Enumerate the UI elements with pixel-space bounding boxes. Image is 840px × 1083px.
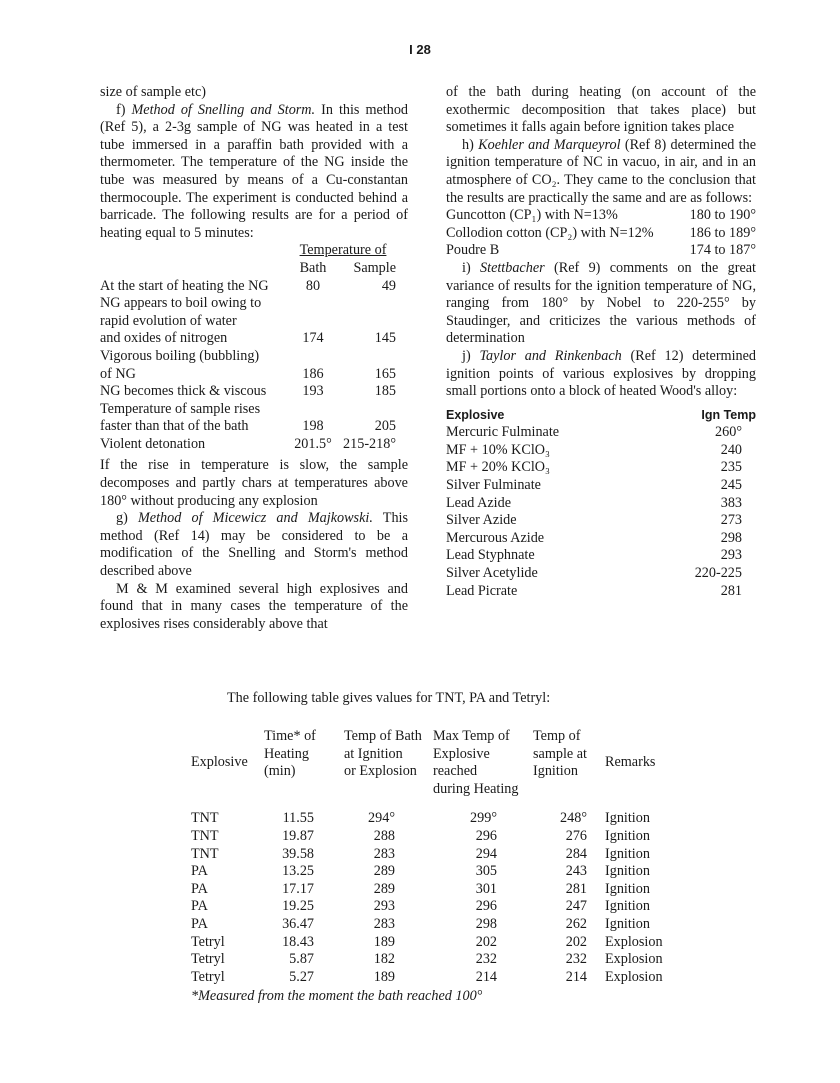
ign-explosive: Silver Acetylide xyxy=(446,565,538,582)
left-column xyxy=(100,84,408,633)
paragraph-method-j xyxy=(446,348,756,401)
ign-table-row xyxy=(446,424,756,442)
bt-cell-max: 298 xyxy=(475,915,497,932)
bt-header-remarks: Remarks xyxy=(605,754,656,771)
ng-table-row xyxy=(100,436,396,454)
ign-explosive: MF + 10% KClO₃ xyxy=(446,441,550,458)
bt-cell-explosive: TNT xyxy=(191,827,219,844)
bt-cell-explosive: Tetryl xyxy=(191,968,225,985)
method-f-label: f) xyxy=(116,101,132,118)
bt-cell-sample: 243 xyxy=(565,863,587,880)
bottom-table-intro: The following table gives values for TNT, PA and Tetryl: xyxy=(227,690,551,706)
bt-cell-bath: 283 xyxy=(373,915,395,932)
method-i-title: Stettbacher xyxy=(480,259,545,276)
bt-header-line: Temp of Bath xyxy=(344,728,422,744)
paragraph-method-i xyxy=(446,260,756,348)
bt-cell-explosive: PA xyxy=(191,863,208,880)
bt-cell-remarks: Ignition xyxy=(605,863,650,880)
method-g-label: g) xyxy=(116,510,138,527)
paragraph-method-g xyxy=(100,510,408,580)
bt-header-line: Time* of xyxy=(264,728,316,744)
bt-cell-time: 36.47 xyxy=(282,915,314,932)
ng-row-label: At the start of heating the NG xyxy=(100,277,269,294)
ign-temp: 260° xyxy=(715,424,742,441)
ign-temp: 281 xyxy=(720,582,742,599)
ng-row-bath: 193 xyxy=(302,383,324,400)
ng-row-sample: 165 xyxy=(374,365,396,382)
bt-cell-bath: 283 xyxy=(373,845,395,862)
bt-cell-bath: 289 xyxy=(373,880,395,897)
bt-cell-remarks: Ignition xyxy=(605,827,650,844)
method-g-text: This method (Ref 14) may be considered to be a modification of the Snelling and Storm's method described above xyxy=(100,510,409,580)
bt-cell-max: 202 xyxy=(475,933,497,950)
ng-row-sample: 145 xyxy=(374,330,396,347)
bt-cell-remarks: Ignition xyxy=(605,845,650,862)
ng-row-label: Vigorous boiling (bubbling) xyxy=(100,347,260,364)
bt-cell-max: 232 xyxy=(475,951,497,968)
ng-table-row xyxy=(100,401,396,419)
paragraph-mm-examined: M & M examined several high explosives and found that in many cases the temperature of the explosives rises considerably above that xyxy=(100,580,408,632)
ign-temp: 245 xyxy=(720,477,742,494)
bt-table-row xyxy=(191,881,675,899)
ng-table-row xyxy=(100,383,396,401)
ign-header-temp: Ign Temp xyxy=(701,407,756,422)
method-h-title: Koehler and Marqueyrol xyxy=(478,136,621,153)
bt-header-max xyxy=(433,728,533,798)
right-column xyxy=(446,84,756,600)
bt-cell-explosive: Tetryl xyxy=(191,951,225,968)
bt-table-row xyxy=(191,810,675,828)
ign-temp: 240 xyxy=(720,441,742,458)
bt-cell-max: 214 xyxy=(475,968,497,985)
ng-row-sample xyxy=(336,313,396,331)
ng-row-label: rapid evolution of water xyxy=(100,312,237,329)
bt-cell-bath: 189 xyxy=(373,968,395,985)
ignition-temperature-table xyxy=(446,407,756,601)
bt-cell-bath: 289 xyxy=(373,863,395,880)
bt-cell-time: 13.25 xyxy=(282,863,314,880)
bt-cell-remarks: Ignition xyxy=(605,915,650,932)
page-number: I 28 xyxy=(409,42,431,57)
bt-header-line: during Heating xyxy=(433,780,519,797)
bt-header-line: reached xyxy=(433,763,478,780)
ng-table-row xyxy=(100,330,396,348)
ign-explosive: Lead Styphnate xyxy=(446,547,535,564)
ign-explosive: Silver Azide xyxy=(446,512,517,529)
bt-cell-sample: 214 xyxy=(565,968,587,985)
ng-row-sample: 205 xyxy=(374,418,396,435)
ign-explosive: Mercurous Azide xyxy=(446,529,545,546)
method-h-text: (Ref 8) determined the ignition temperature of NC in vacuo, in air, and in an atmosphere of CO₂. They came to the conclusion that the results are practically the same and are as follows: xyxy=(446,136,756,206)
ng-table-row xyxy=(100,366,396,384)
bt-cell-sample: 284 xyxy=(565,845,587,862)
ign-explosive: Lead Azide xyxy=(446,494,511,511)
ng-row-label: NG appears to boil owing to xyxy=(100,295,262,312)
ng-row-sample: 185 xyxy=(374,383,396,400)
bt-cell-time: 5.87 xyxy=(289,951,314,968)
ign-temp: 273 xyxy=(720,512,742,529)
bt-cell-time: 19.25 xyxy=(282,898,314,915)
ign-header-explosive: Explosive xyxy=(446,407,505,422)
nc-results-table xyxy=(446,207,756,260)
paragraph-method-f xyxy=(100,102,408,243)
ng-row-sample xyxy=(336,348,396,366)
bt-cell-explosive: PA xyxy=(191,880,208,897)
ign-table-row xyxy=(446,459,756,477)
ng-header-sample: Sample xyxy=(353,259,396,276)
ign-explosive: Silver Fulminate xyxy=(446,477,541,494)
bt-table-row xyxy=(191,951,675,969)
method-j-text: (Ref 12) determined ignition points of various explosives by dropping small portions onto a block of heated Wood's alloy: xyxy=(446,347,756,400)
bt-cell-remarks: Ignition xyxy=(605,898,650,915)
bt-header-line: at Ignition xyxy=(344,745,403,762)
ng-row-bath xyxy=(290,401,336,419)
bt-cell-max: 305 xyxy=(475,863,497,880)
ign-table-row xyxy=(446,442,756,460)
bt-cell-bath: 288 xyxy=(373,827,395,844)
bt-cell-remarks: Ignition xyxy=(605,810,650,827)
paragraph-slow-rise: If the rise in temperature is slow, the sample decomposes and partly chars at temperatures above 180° without producing any explosion xyxy=(100,457,408,509)
ng-row-bath: 186 xyxy=(302,365,324,382)
ign-temp: 293 xyxy=(720,547,742,564)
bt-header-line: Explosive xyxy=(433,745,490,762)
ign-explosive: MF + 20% KClO₃ xyxy=(446,459,550,476)
ng-table-row xyxy=(100,313,396,331)
bt-header-sample xyxy=(533,728,605,798)
bt-cell-explosive: PA xyxy=(191,898,208,915)
ign-temp: 235 xyxy=(720,459,742,476)
ng-row-label: and oxides of nitrogen xyxy=(100,330,228,347)
bt-table-row xyxy=(191,828,675,846)
ng-row-bath: 201.5° xyxy=(294,435,332,452)
bt-table-row xyxy=(191,863,675,881)
bt-cell-sample: 202 xyxy=(565,933,587,950)
ng-row-bath: 80 xyxy=(305,277,321,294)
ign-temp: 383 xyxy=(720,494,742,511)
bt-table-row xyxy=(191,898,675,916)
bt-header-line: Heating xyxy=(264,745,309,762)
bt-cell-bath: 293 xyxy=(373,898,395,915)
nc-result-name: Poudre B xyxy=(446,242,500,259)
bt-cell-remarks: Explosion xyxy=(605,933,663,950)
bt-cell-time: 19.87 xyxy=(282,827,314,844)
nc-result-row xyxy=(446,225,756,243)
bt-cell-sample: 281 xyxy=(565,880,587,897)
bt-cell-max: 301 xyxy=(475,880,497,897)
nc-result-value: 186 to 189° xyxy=(689,224,756,241)
ng-row-label: faster than that of the bath xyxy=(100,418,249,435)
nc-result-value: 174 to 187° xyxy=(689,242,756,259)
ign-table-row xyxy=(446,530,756,548)
ng-row-bath xyxy=(290,295,336,313)
ng-row-sample xyxy=(336,401,396,419)
method-j-label: j) xyxy=(462,347,480,364)
bt-cell-time: 17.17 xyxy=(282,880,314,897)
ng-row-label: of NG xyxy=(100,365,136,382)
bt-header-line: or Explosion xyxy=(344,763,417,780)
bt-header-time xyxy=(264,728,336,798)
bt-cell-sample: 232 xyxy=(565,951,587,968)
ng-row-bath xyxy=(290,348,336,366)
bt-table-row xyxy=(191,934,675,952)
ng-table-row xyxy=(100,295,396,313)
bt-cell-remarks: Explosion xyxy=(605,951,663,968)
ng-temperature-table xyxy=(100,242,396,453)
bt-table-row xyxy=(191,969,675,987)
ign-explosive: Lead Picrate xyxy=(446,582,518,599)
ng-header-temperature: Temperature of xyxy=(299,242,387,259)
method-g-title: Method of Micewicz and Majkowski. xyxy=(137,510,373,527)
bt-cell-max: 294 xyxy=(475,845,497,862)
ign-table-row xyxy=(446,547,756,565)
paragraph-size-of-sample: size of sample etc) xyxy=(100,84,206,100)
ign-explosive: Mercuric Fulminate xyxy=(446,424,560,441)
ng-table-row xyxy=(100,348,396,366)
ign-temp: 220-225 xyxy=(694,565,742,582)
bt-header-line: (min) xyxy=(264,763,296,780)
bt-cell-explosive: TNT xyxy=(191,810,219,827)
method-f-text: In this method (Ref 5), a 2-3g sample of NG was heated in a test tube immersed in a paraffin bath provided with a thermometer. The temperature of the NG inside the tube was measured by means of a Cu-constantan thermocouple. The experiment is conducted behind a barricade. The following results are for a period of heating equal to 5 minutes: xyxy=(100,101,409,241)
method-i-text: (Ref 9) comments on the great variance of results for the ignition temperature of NG, ranging from 180° by Nobel to 220-255° by Staudinger, and criticizes the various methods of determination xyxy=(446,259,757,347)
ign-table-row xyxy=(446,495,756,513)
nc-result-value: 180 to 190° xyxy=(689,207,756,224)
bt-cell-sample: 276 xyxy=(565,827,587,844)
bt-cell-sample: 248° xyxy=(560,810,587,827)
bt-cell-explosive: PA xyxy=(191,915,208,932)
ng-row-label: Temperature of sample rises xyxy=(100,400,261,417)
nc-result-row xyxy=(446,242,756,260)
ign-table-row xyxy=(446,583,756,601)
nc-result-row xyxy=(446,207,756,225)
ign-table-row xyxy=(446,477,756,495)
bt-cell-max: 296 xyxy=(475,827,497,844)
bt-header-bath xyxy=(336,728,433,798)
bt-cell-sample: 262 xyxy=(565,915,587,932)
method-f-title: Method of Snelling and Storm. xyxy=(131,101,316,118)
bt-header-line: Ignition xyxy=(533,763,578,780)
bt-cell-time: 18.43 xyxy=(282,933,314,950)
bt-cell-max: 299° xyxy=(470,810,497,827)
ng-header-bath: Bath xyxy=(299,259,327,276)
bt-cell-bath: 182 xyxy=(373,951,395,968)
ng-row-bath xyxy=(290,313,336,331)
bt-cell-remarks: Explosion xyxy=(605,968,663,985)
ng-row-bath: 174 xyxy=(302,330,324,347)
footnote: *Measured from the moment the bath reached 100° xyxy=(191,988,483,1004)
bt-table-row xyxy=(191,916,675,934)
bt-cell-sample: 247 xyxy=(565,898,587,915)
method-i-label: i) xyxy=(462,259,481,276)
ng-row-sample: 49 xyxy=(381,277,396,294)
bt-cell-time: 39.58 xyxy=(282,845,314,862)
paragraph-bath-continued: of the bath during heating (on account of the exothermic decomposition that takes place) but sometimes it falls again before ignition takes place xyxy=(446,84,756,136)
bt-header-line: sample at xyxy=(533,745,587,762)
ign-table-row xyxy=(446,512,756,530)
bt-header-explosive: Explosive xyxy=(191,754,248,771)
bt-cell-bath: 294° xyxy=(368,810,395,827)
bt-cell-remarks: Ignition xyxy=(605,880,650,897)
ng-row-bath: 198 xyxy=(302,418,324,435)
ng-row-sample: 215-218° xyxy=(343,435,396,452)
bt-cell-max: 296 xyxy=(475,898,497,915)
method-h-label: h) xyxy=(462,136,479,153)
ng-row-sample xyxy=(336,295,396,313)
nc-result-name: Collodion cotton (CP₂) with N=12% xyxy=(446,224,654,241)
bt-cell-time: 5.27 xyxy=(289,968,314,985)
ign-table-row xyxy=(446,565,756,583)
bt-table-row xyxy=(191,846,675,864)
bt-cell-explosive: TNT xyxy=(191,845,219,862)
nc-result-name: Guncotton (CP₁) with N=13% xyxy=(446,207,618,224)
ng-table-row xyxy=(100,278,396,296)
tnt-pa-tetryl-table xyxy=(191,728,675,986)
ng-row-label: NG becomes thick & viscous xyxy=(100,383,267,400)
bt-header-line: Temp of xyxy=(533,728,581,744)
method-j-title: Taylor and Rinkenbach xyxy=(479,347,622,364)
bt-cell-time: 11.55 xyxy=(282,810,314,827)
bt-header-line: Max Temp of xyxy=(433,728,510,744)
ign-temp: 298 xyxy=(720,529,742,546)
paragraph-method-h xyxy=(446,137,756,207)
ng-row-label: Violent detonation xyxy=(100,435,206,452)
bt-cell-bath: 189 xyxy=(373,933,395,950)
bt-cell-explosive: Tetryl xyxy=(191,933,225,950)
ng-table-row xyxy=(100,418,396,436)
